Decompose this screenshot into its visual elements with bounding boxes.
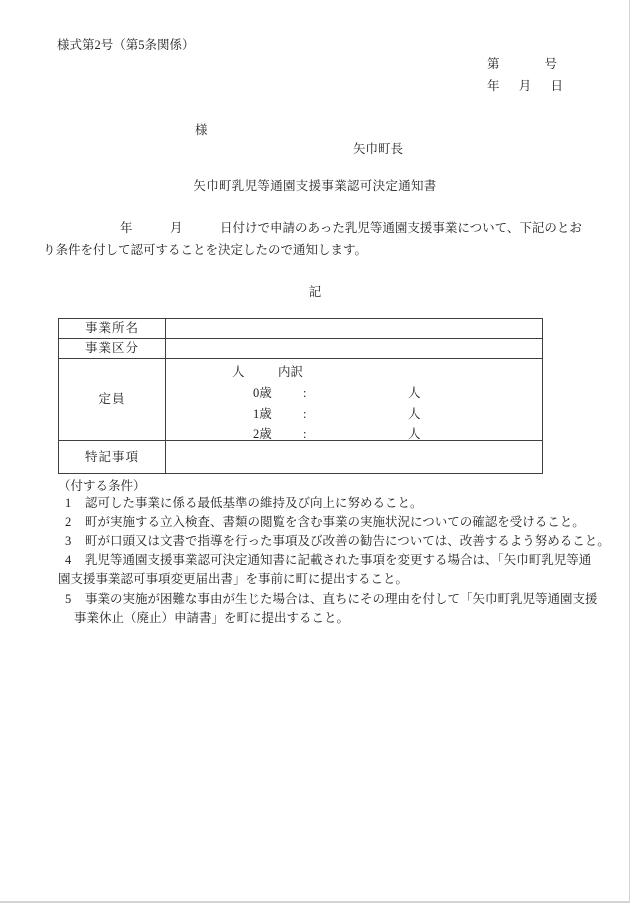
condition-3-number: 3 [65,534,72,548]
document-number-suffix: 号 [544,57,557,71]
office-name-label: 事業所名 [59,319,166,338]
condition-2-text: 町が実施する立入検査、書類の閲覧を含む事業の実施状況についての確認を受けること。 [85,515,585,529]
conditions-heading: （付する条件） [58,479,146,493]
condition-4 [65,553,591,568]
table-row-business-category [59,339,542,359]
addressee-honorific: 様 [195,123,208,137]
capacity-label: 定員 [59,359,166,440]
condition-3 [65,534,610,549]
condition-1-text: 認可した事業に係る最低基準の維持及び向上に努めること。 [85,496,423,510]
condition-4-number: 4 [65,553,72,567]
date-year-label: 年 [487,79,500,93]
body-paragraph-line-1: 年 月 日付けで申請のあった乳児等通園支援事業について、下記のとお [120,221,582,235]
capacity-age1-line [166,407,542,422]
capacity-age0-line [166,386,542,401]
condition-2 [65,515,585,530]
details-table [58,318,543,474]
special-notes-label: 特記事項 [59,441,166,473]
age1-colon: : [303,407,307,421]
document-title: 矢巾町乳児等通園支援事業認可決定通知書 [193,179,437,193]
age0-label: 0歳 [253,386,272,400]
condition-1 [65,496,423,511]
condition-4-continuation: 園支援事業認可事項変更届出書」を事前に町に提出すること。 [58,572,409,586]
condition-5-text: 事業の実施が困難な事由が生じた場合は、直ちにその理由を付して「矢巾町乳児等通園支援 [85,592,598,606]
special-notes-value [166,441,542,473]
condition-5 [65,592,598,607]
condition-5-continuation: 事業休止（廃止）申請書」を町に提出すること。 [74,611,350,625]
form-number: 様式第2号（第5条関係） [57,38,195,52]
document-number-prefix: 第 [487,57,500,71]
capacity-total-line [166,365,542,380]
table-row-special-notes [59,441,542,473]
table-row-office-name [59,319,542,339]
age1-unit: 人 [408,407,421,421]
sender-name: 矢巾町長 [353,142,404,156]
date-line [487,79,563,94]
body-paragraph-line-2: り条件を付して認可することを決定したので通知します。 [43,243,368,257]
table-row-capacity [59,359,542,441]
capacity-age2-line [166,427,542,442]
age2-colon: : [303,427,307,441]
capacity-breakdown-label: 内訳 [278,365,304,379]
condition-3-text: 町が口頭又は文書で指導を行った事項及び改善の勧告については、改善するよう努めること。 [85,534,610,548]
capacity-value-cell [166,359,542,440]
document-number-line [487,57,557,72]
date-day-label: 日 [550,79,563,93]
condition-4-text: 乳児等通園支援事業認可決定通知書に記載された事項を変更する場合は、「矢巾町乳児等通 [85,553,592,567]
age2-unit: 人 [408,427,421,441]
age0-colon: : [303,386,307,400]
date-month-label: 月 [518,79,532,93]
capacity-total-unit: 人 [232,365,245,379]
age2-label: 2歳 [253,427,272,441]
business-category-value [166,339,542,358]
age1-label: 1歳 [253,407,272,421]
record-marker: 記 [308,285,322,299]
business-category-label: 事業区分 [59,339,166,358]
condition-1-number: 1 [65,496,72,510]
office-name-value [166,319,542,338]
condition-2-number: 2 [65,515,72,529]
condition-5-number: 5 [65,592,72,606]
age0-unit: 人 [408,386,421,400]
